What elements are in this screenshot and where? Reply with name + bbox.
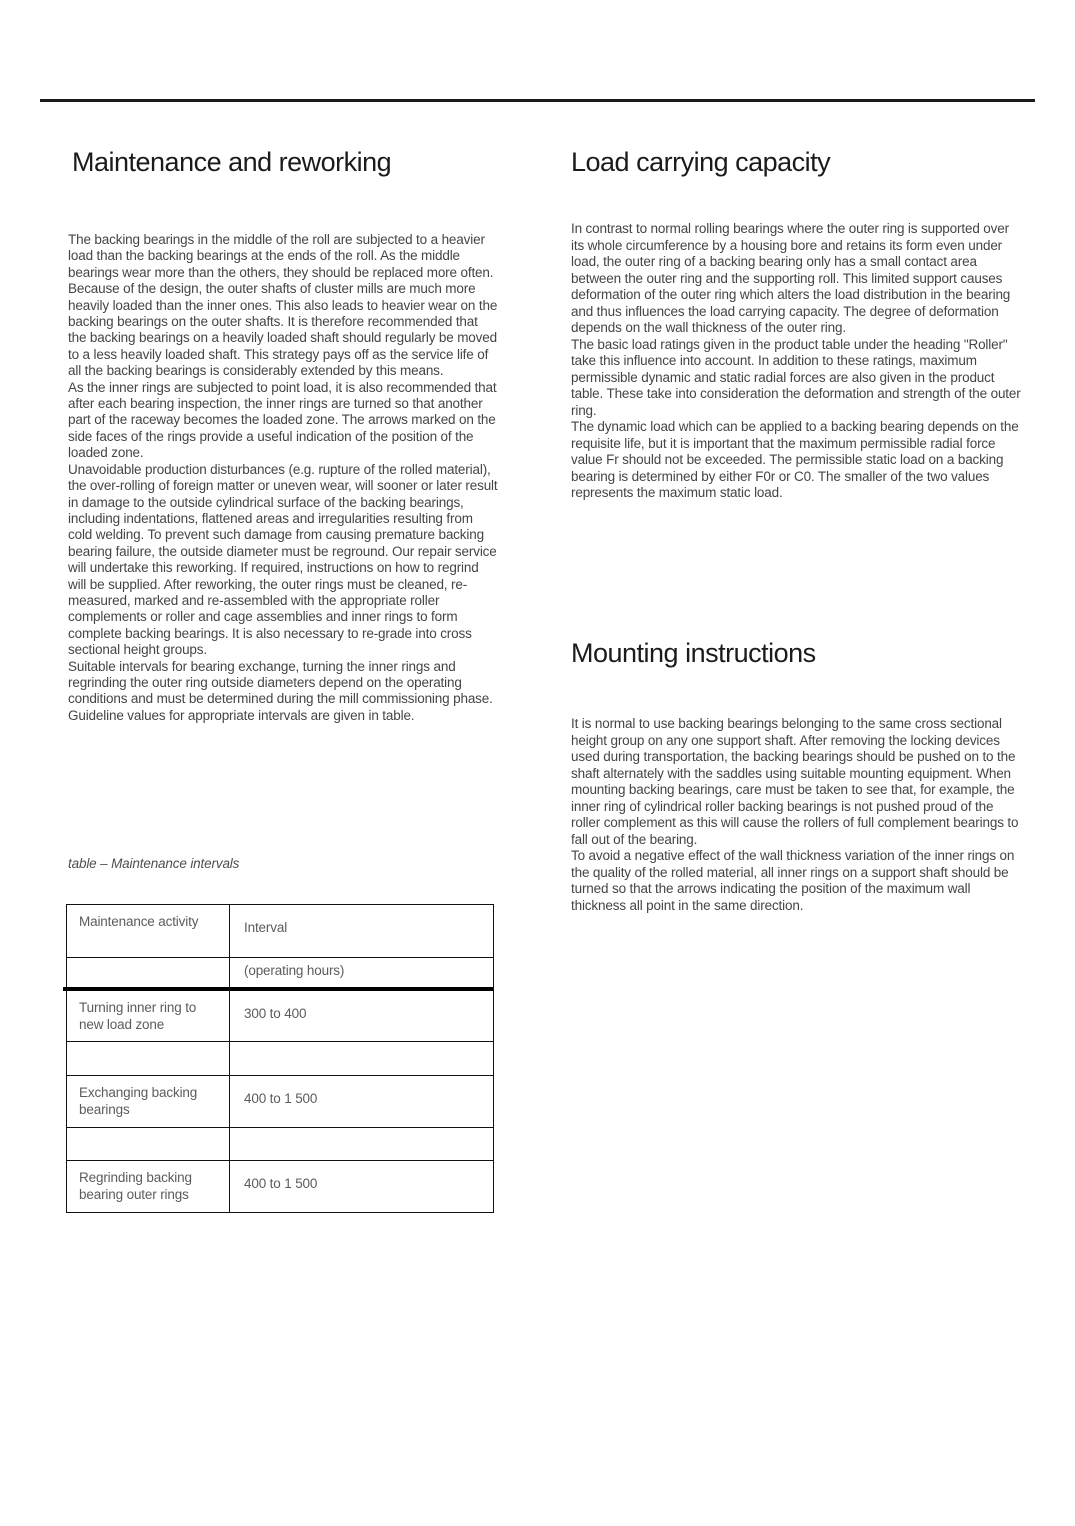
table-spacer-cell <box>67 1042 230 1076</box>
paragraph: The basic load ratings given in the product table under the heading "Roller" take this influence into account. In addition to these ratings, maximum permissible dynamic and static radial forces are also given in the product table. These take into consideration the deformation and strength of the outer ring. <box>571 336 1021 418</box>
paragraph: In contrast to normal rolling bearings where the outer ring is supported over its whole circumference by a housing bore and retains its form even under load, the outer ring of a backing bearing only has a small contact area between the outer ring and the supporting roll. This limited support causes deformation of the outer ring which alters the load distribution in the bearing and thus influences the load carrying capacity. The degree of deformation depends on the wall thickness of the outer ring. <box>571 221 1011 335</box>
table-cell-activity: Turning inner ring to new load zone <box>67 991 230 1042</box>
paragraph: To avoid a negative effect of the wall thickness variation of the inner rings on the quality of the rolled material, all inner rings on a support shaft should be turned so that the arrows indicating the position of the maximum wall thickness all point in the same direction. <box>571 848 1015 913</box>
section-heading-load-carrying-capacity: Load carrying capacity <box>571 147 831 177</box>
table-cell-activity: Exchanging backing bearings <box>67 1076 230 1128</box>
table-caption: table – Maintenance intervals <box>68 856 240 871</box>
table-cell-interval: 300 to 400 <box>230 991 493 1042</box>
mounting-body-text <box>571 716 1023 914</box>
load-capacity-body-text <box>571 221 1023 502</box>
table-spacer-cell <box>230 1042 493 1076</box>
paragraph: The dynamic load which can be applied to a backing bearing depends on the requisite life, but it is important that the maximum permissible radial force value Fr should not be exceeded. The permissible static load on a backing bearing is determined by either F0r or C0. The smaller of the two values represents the maximum static load. <box>571 419 1019 500</box>
section-heading-maintenance-and-reworking: Maintenance and reworking <box>72 147 392 177</box>
table-cell-activity: Regrinding backing bearing outer rings <box>67 1161 230 1212</box>
maintenance-intervals-table <box>66 904 494 1213</box>
paragraph: The backing bearings in the middle of the roll are subjected to a heavier load than the backing bearings at the ends of the roll. As the middle bearings wear more than the others, they should be replaced more often. <box>68 232 494 280</box>
paragraph: Unavoidable production disturbances (e.g. rupture of the rolled material), the over-rolling of foreign matter or uneven wear, will sooner or later result in damage to the outside cylindrical surface of the backing bearings, including indentations, flattened areas and irregularities resulting from cold welding. To prevent such damage from causing premature backing bearing failure, the outside diameter must be reground. Our repair service will undertake this reworking. If required, instructions on how to regrind will be supplied. After reworking, the outer rings must be cleaned, re-measured, marked and re-assembled with the appropriate roller complements or roller and cage assemblies and inner rings to form complete backing bearings. It is also necessary to re-grade into cross sectional height groups. <box>68 461 498 658</box>
section-heading-mounting-instructions: Mounting instructions <box>571 638 816 668</box>
table-spacer-cell <box>67 1128 230 1161</box>
paragraph: It is normal to use backing bearings belonging to the same cross sectional height group on any one support shaft. After removing the locking devices used during transportation, the backing bearings should be pushed on to the shaft alternately with the saddles using suitable mounting equipment. When mounting backing bearings, care must be taken to see that, for example, the inner ring of cylindrical roller backing bearings is not pushed proud of the roller complement as this will cause the rollers of full complement bearings to fall out of the bearing. <box>571 716 1019 847</box>
top-rule <box>40 99 1035 102</box>
table-thick-rule-overhang <box>63 987 67 991</box>
table-cell-interval: 400 to 1 500 <box>230 1076 493 1128</box>
paragraph: As the inner rings are subjected to point load, it is also recommended that after each bearing inspection, the inner rings are turned so that another part of the raceway becomes the loaded zone. The arrows marked on the side faces of the rings provide a useful indication of the position of the loaded zone. <box>68 379 497 461</box>
table-spacer-cell <box>230 1128 493 1161</box>
maintenance-body-text <box>68 232 498 724</box>
table-header-interval: Interval <box>230 905 493 958</box>
table-unit-cell: (operating hours) <box>230 958 493 991</box>
paragraph: Suitable intervals for bearing exchange, turning the inner rings and regrinding the outer ring outside diameters depend on the operating conditions and must be determined during the mill commissioning phase. Guideline values for appropriate intervals are given in table. <box>68 658 493 723</box>
table-header-maintenance-activity: Maintenance activity <box>67 905 230 958</box>
table-cell-interval: 400 to 1 500 <box>244 1176 318 1191</box>
paragraph: Because of the design, the outer shafts of cluster mills are much more heavily loaded than the inner ones. This also leads to heavier wear on the backing bearings on the outer shafts. It is therefore recommended that the backing bearings on a heavily loaded shaft should regularly be moved to a less heavily loaded shaft. This strategy pays off as the service life of all the backing bearings is considerably extended by this means. <box>68 281 498 379</box>
table-unit-cell-empty <box>67 958 230 991</box>
